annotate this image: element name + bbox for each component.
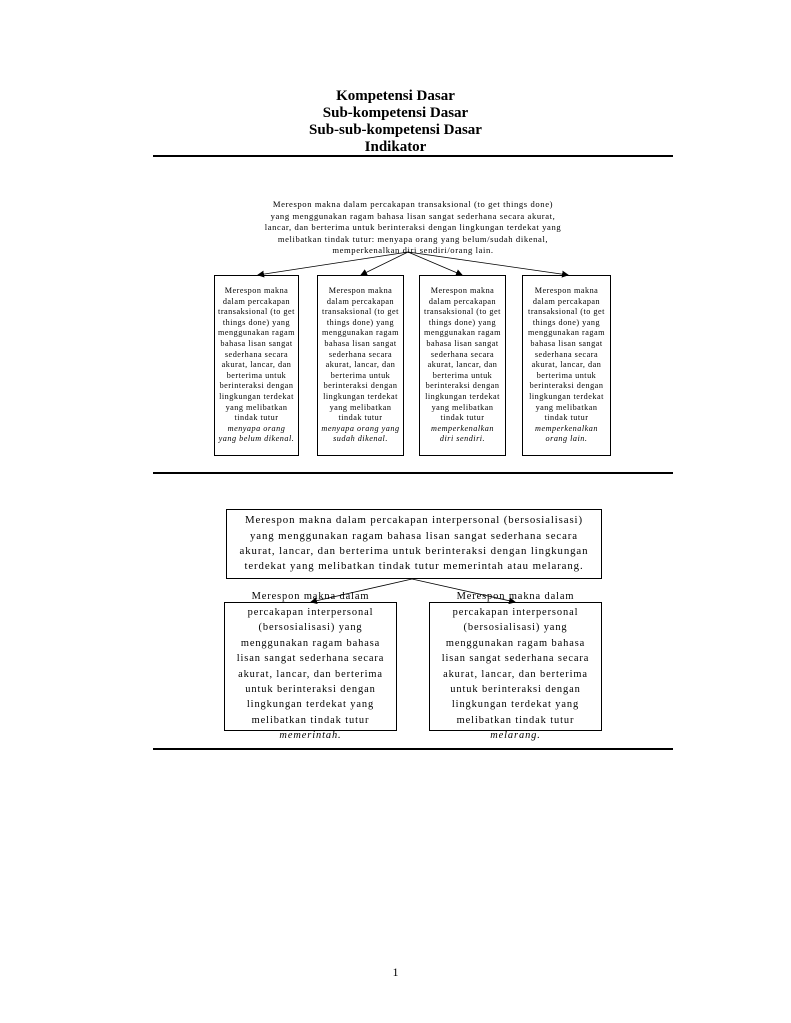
indicator-box-italic: memperkenalkan diri sendiri. xyxy=(431,423,494,444)
heading-sub-kompetensi: Sub-kompetensi Dasar xyxy=(322,105,469,121)
indicator-box-text: Merespon makna dalam percakapan transaksional (to get things done) yang menggunakan ragam bahasa lisan sangat sederhana secara akurat, lancar, dan berterima untuk berinteraksi dengan lingkungan terdekat yang melibatkan tindak tutur xyxy=(528,286,605,423)
section2-box-right xyxy=(429,591,602,742)
indicator-box-2 xyxy=(317,275,404,456)
section2-left-text: Merespon makna dalam percakapan interpersonal (bersosialisasi) yang menggunakan ragam bahasa lisan sangat sederhana secara akurat, lancar, dan berterima untuk berinteraksi dengan lingkungan terdekat yang melibatkan tindak tutur xyxy=(236,591,385,726)
heading-kompetensi-dasar: Kompetensi Dasar xyxy=(336,88,455,104)
root-line: lancar, dan berterima untuk berinteraksi dengan lingkungan terdekat yang xyxy=(264,222,562,232)
section2-box-left xyxy=(224,591,397,742)
root-line: Merespon makna dalam percakapan transaksional (to get things done) xyxy=(272,199,554,209)
section2-right-text: Merespon makna dalam percakapan interpersonal (bersosialisasi) yang menggunakan ragam bahasa lisan sangat sederhana secara akurat, lancar, dan berterima untuk berinteraksi dengan lingkungan terdekat yang melibatkan tindak tutur xyxy=(441,591,590,726)
section2-root-box xyxy=(226,509,602,579)
indicator-box-text: Merespon makna dalam percakapan transaksional (to get things done) yang menggunakan ragam bahasa lisan sangat sederhana secara akurat, lancar, dan berterima untuk berinteraksi dengan lingkungan terdekat yang melibatkan tindak tutur xyxy=(322,286,399,423)
root-line: melibatkan tindak tutur: menyapa orang yang belum/sudah dikenal, xyxy=(277,233,549,244)
divider-bottom xyxy=(153,748,673,750)
indicator-box-3 xyxy=(419,275,506,456)
indicator-box-text: Merespon makna dalam percakapan transaksional (to get things done) yang menggunakan ragam bahasa lisan sangat sederhana secara akurat, lancar, dan berterima untuk berinteraksi dengan lingkungan terdekat yang melibatkan tindak tutur xyxy=(218,286,295,423)
divider-middle xyxy=(153,472,673,474)
root-line: memperkenalkan diri sendiri/orang lain. xyxy=(332,245,494,255)
indicator-box-italic: menyapa orang yang belum dikenal. xyxy=(218,423,295,444)
root-line: yang menggunakan ragam bahasa lisan sangat sederhana secara akurat, xyxy=(270,210,556,221)
indicator-box-text: Merespon makna dalam percakapan transaksional (to get things done) yang menggunakan ragam bahasa lisan sangat sederhana secara akurat, lancar, dan berterima untuk berinteraksi dengan lingkungan terdekat yang melibatkan tindak tutur xyxy=(424,286,501,423)
section2-root-text: Merespon makna dalam percakapan interpersonal (bersosialisasi) yang menggunakan ragam bahasa lisan sangat sederhana secara akurat, lancar, dan berterima untuk berinteraksi dengan lingkungan terdekat yang melibatkan tindak tutur memerintah atau melarang. xyxy=(239,514,589,573)
document-heading xyxy=(0,88,791,156)
section1-root-text xyxy=(258,199,568,257)
indicator-box-4 xyxy=(522,275,611,456)
page-number: 1 xyxy=(392,965,399,979)
section2-left-italic: memerintah. xyxy=(279,730,342,742)
section2-right-italic: melarang. xyxy=(490,730,541,742)
indicator-box-1 xyxy=(214,275,299,456)
heading-sub-sub-kompetensi: Sub-sub-kompetensi Dasar xyxy=(309,122,482,138)
indicator-box-italic: memperkenalkan orang lain. xyxy=(535,423,598,444)
indicator-box-italic: menyapa orang yang sudah dikenal. xyxy=(321,423,400,444)
heading-indikator: Indikator xyxy=(364,139,427,155)
divider-top xyxy=(153,155,673,157)
